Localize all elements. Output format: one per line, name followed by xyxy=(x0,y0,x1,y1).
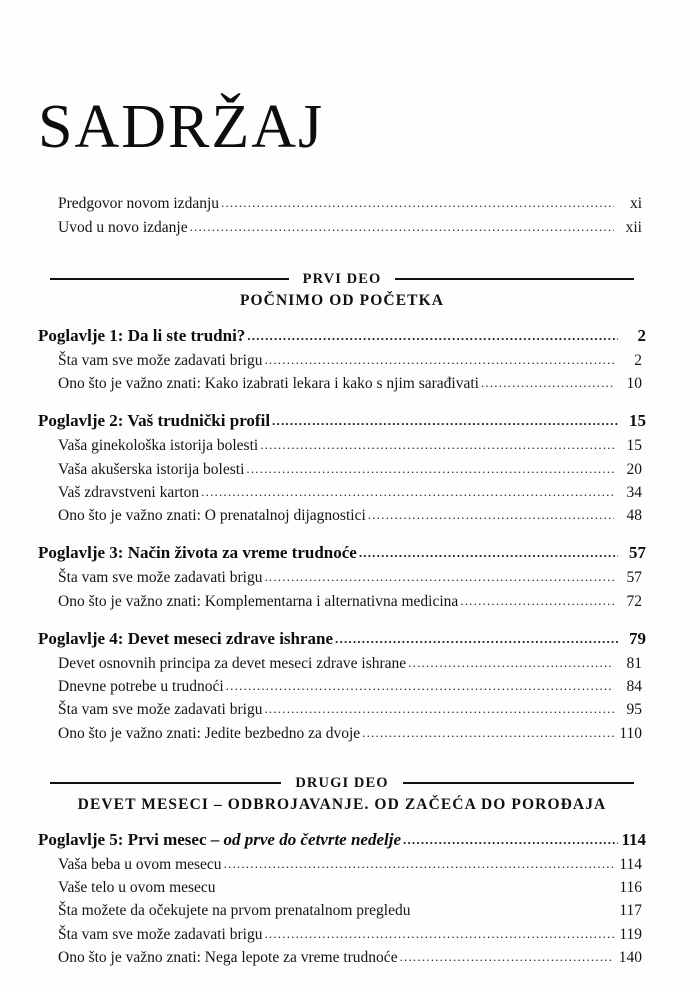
page-number: 114 xyxy=(621,829,646,849)
page-number: 15 xyxy=(626,437,642,455)
table-of-contents xyxy=(38,93,646,969)
page-number: 116 xyxy=(619,879,642,897)
part-name: DRUGI DEO xyxy=(295,774,389,791)
part-subtitle: DEVET MESECI – ODBROJAVANJE. OD ZAČEĆA DO POROĐAJA xyxy=(77,795,607,813)
dot-leader xyxy=(272,413,618,429)
page-number: 110 xyxy=(619,724,642,742)
subitem-label: Šta vam sve može zadavati brigu xyxy=(58,701,263,719)
front-matter-label: Predgovor novom izdanju xyxy=(58,195,220,212)
list-item[interactable] xyxy=(58,590,642,613)
page-number: 20 xyxy=(626,460,642,478)
list-item[interactable] xyxy=(58,853,642,876)
subitem-label: Ono što je važno znati: Kako izabrati lekara i kako s njim sarađivati xyxy=(58,375,479,393)
list-item[interactable] xyxy=(58,349,642,372)
chapter-group xyxy=(38,411,646,527)
subitem-label: Ono što je važno znati: Komplementarna i alternativna medicina xyxy=(58,592,459,610)
dot-leader xyxy=(190,217,614,238)
divider xyxy=(50,782,281,784)
dot-leader xyxy=(362,723,614,743)
list-item[interactable] xyxy=(58,923,642,946)
page-number: 72 xyxy=(626,592,642,610)
page-number: 15 xyxy=(629,411,646,431)
dot-leader xyxy=(335,631,618,647)
subitem-label: Vaš zdravstveni karton xyxy=(58,483,200,501)
dot-leader xyxy=(264,699,614,719)
page-number: 34 xyxy=(626,483,642,501)
dot-leader xyxy=(201,482,614,502)
chapter-title: Poglavlje 1: Da li ste trudni? xyxy=(38,325,246,345)
chapter-subitems xyxy=(38,434,646,527)
list-item[interactable] xyxy=(58,899,642,922)
divider xyxy=(50,278,289,280)
chapter-group xyxy=(38,629,646,745)
page-number: 57 xyxy=(626,569,642,587)
divider xyxy=(403,782,634,784)
subitem-label: Šta možete da očekujete na prvom prenatalnom pregledu xyxy=(58,902,411,920)
subitem-label: Vaša ginekološka istorija bolesti xyxy=(58,437,259,455)
list-item[interactable] xyxy=(58,481,642,504)
list-item[interactable] xyxy=(58,504,642,527)
subitem-label: Vaša beba u ovom mesecu xyxy=(58,855,222,873)
page-number: 140 xyxy=(618,948,642,966)
list-item[interactable] xyxy=(58,698,642,721)
page-number: 119 xyxy=(619,925,642,943)
dot-leader xyxy=(403,832,618,848)
chapter-subitems xyxy=(38,566,646,613)
page-number: 84 xyxy=(626,678,642,696)
chapter-group xyxy=(38,326,646,396)
subitem-label: Ono što je važno znati: Nega lepote za vreme trudnoće xyxy=(58,948,398,966)
dot-leader xyxy=(460,591,614,611)
list-item[interactable] xyxy=(58,458,642,481)
dot-leader xyxy=(226,676,614,696)
dot-leader xyxy=(264,567,614,587)
list-item[interactable] xyxy=(58,946,642,969)
list-item[interactable] xyxy=(58,372,642,395)
list-item[interactable] xyxy=(58,566,642,589)
chapter-entry[interactable] xyxy=(38,543,646,563)
dot-leader xyxy=(359,545,618,561)
page-number: 2 xyxy=(634,351,642,369)
dot-leader xyxy=(260,435,614,455)
chapter-subitems xyxy=(38,349,646,396)
list-item[interactable] xyxy=(58,675,642,698)
chapter-title: Poglavlje 2: Vaš trudnički profil xyxy=(38,411,271,431)
chapter-group xyxy=(38,543,646,613)
subitem-label: Devet osnovnih principa za devet meseci zdrave ishrane xyxy=(58,654,407,672)
page-title: SADRŽAJ xyxy=(38,93,325,161)
list-item[interactable] xyxy=(58,192,642,216)
chapter-title: Poglavlje 4: Devet meseci zdrave ishrane xyxy=(38,628,334,648)
chapter-title-italic: od prve do četvrte nedelje xyxy=(223,829,402,849)
list-item[interactable] xyxy=(58,216,642,240)
list-item[interactable] xyxy=(58,722,642,745)
subitem-label: Šta vam sve može zadavati brigu xyxy=(58,925,263,943)
page-number: 2 xyxy=(637,325,646,345)
page-number: 114 xyxy=(619,855,642,873)
dot-leader xyxy=(264,350,614,370)
part-heading-two xyxy=(38,775,646,814)
chapter-entry[interactable] xyxy=(38,830,646,850)
list-item[interactable] xyxy=(58,652,642,675)
front-matter-list xyxy=(58,192,642,241)
subitem-label: Ono što je važno znati: Jedite bezbedno za dvoje xyxy=(58,724,361,742)
subitem-label: Šta vam sve može zadavati brigu xyxy=(58,351,263,369)
page-number: 81 xyxy=(626,654,642,672)
subitem-label: Vaše telo u ovom mesecu xyxy=(58,879,216,897)
subitem-label: Ono što je važno znati: O prenatalnoj dijagnostici xyxy=(58,507,366,525)
front-matter-label: Uvod u novo izdanje xyxy=(58,219,188,237)
dot-leader xyxy=(400,947,614,967)
chapter-title: Poglavlje 3: Način života za vreme trudnoće xyxy=(38,543,357,563)
part-heading-one xyxy=(38,271,646,310)
page-number: 79 xyxy=(629,628,646,648)
chapter-group xyxy=(38,830,646,969)
chapter-title-main: Poglavlje 5: Prvi mesec – xyxy=(38,829,224,849)
dot-leader xyxy=(481,373,614,393)
page-number: xii xyxy=(625,219,642,237)
dot-leader xyxy=(368,505,614,525)
dot-leader xyxy=(408,653,614,673)
list-item[interactable] xyxy=(58,876,642,899)
subitem-label: Šta vam sve može zadavati brigu xyxy=(58,569,263,587)
chapter-entry[interactable] xyxy=(38,629,646,649)
page-number: 48 xyxy=(626,507,642,525)
dot-leader xyxy=(264,924,614,944)
dot-leader xyxy=(221,193,614,214)
subitem-label: Vaša akušerska istorija bolesti xyxy=(58,460,245,478)
part-subtitle: POČNIMO OD POČETKA xyxy=(239,291,445,309)
subitem-label: Dnevne potrebe u trudnoći xyxy=(58,678,224,696)
chapter-subitems xyxy=(38,853,646,969)
divider xyxy=(395,278,634,280)
dot-leader xyxy=(246,459,614,479)
chapter-entry[interactable] xyxy=(38,326,646,346)
page-number: xi xyxy=(629,195,642,212)
page-number: 57 xyxy=(629,543,646,563)
chapter-entry[interactable] xyxy=(38,411,646,431)
part-name: PRVI DEO xyxy=(302,270,382,287)
chapter-subitems xyxy=(38,652,646,745)
page-number: 10 xyxy=(626,375,642,393)
page-number: 117 xyxy=(619,902,642,920)
list-item[interactable] xyxy=(58,434,642,457)
page-number: 95 xyxy=(626,701,642,719)
chapter-title xyxy=(38,830,401,850)
dot-leader xyxy=(224,854,614,874)
dot-leader xyxy=(247,328,618,344)
